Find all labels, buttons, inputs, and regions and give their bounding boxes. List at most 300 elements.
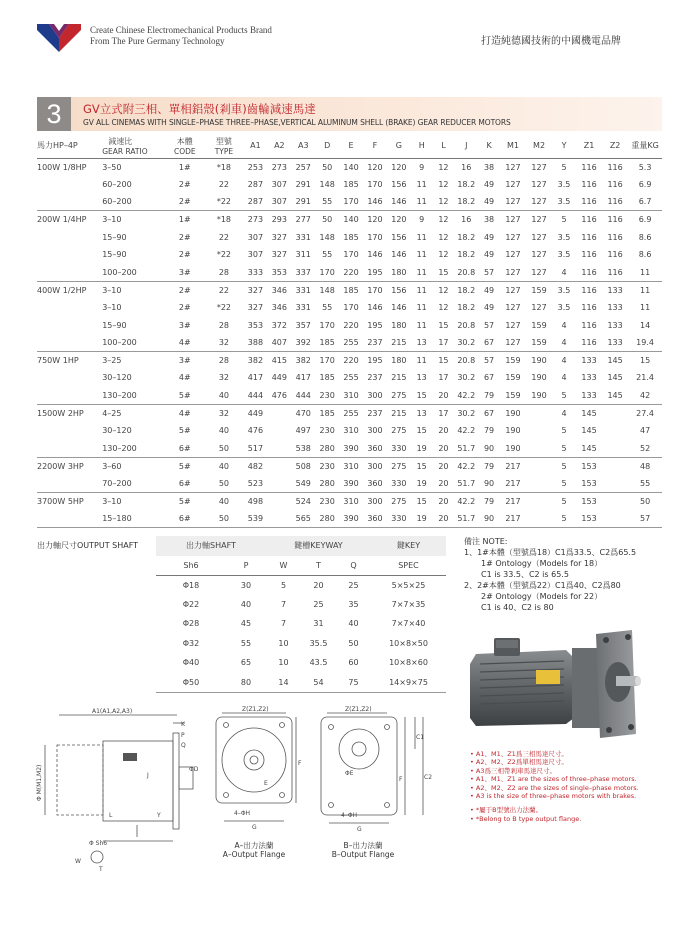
spec-row: [37, 457, 662, 475]
spec-cell: 20: [433, 492, 455, 510]
spec-cell: [37, 422, 102, 440]
section-title-cn: GV立式附三相、單相鋁殼(剎車)齒輪減速馬達: [83, 102, 316, 116]
spec-cell: 146: [391, 197, 407, 207]
spec-cell: 11: [639, 267, 651, 277]
header-dim: Z1: [576, 134, 602, 158]
spec-cell: 3–60: [102, 457, 165, 475]
shaft-cell: 7×7×35: [391, 599, 426, 609]
spec-cell: 19: [416, 443, 427, 453]
shaft-cell: Φ22: [182, 599, 200, 609]
flange-a-h: 4–ΦH: [234, 810, 251, 817]
spec-cell: 327: [271, 250, 287, 260]
spec-cell: 153: [576, 492, 602, 510]
spec-cell: 40: [218, 390, 230, 400]
spec-cell: 3700W 5HP: [37, 492, 102, 510]
shaft-sub-header: W: [266, 556, 301, 576]
spec-cell: 49: [483, 303, 495, 313]
spec-cell: 444: [295, 390, 311, 400]
shaft-sub-header-row: [156, 556, 446, 576]
header-code: [165, 134, 204, 158]
notes: [464, 536, 636, 613]
spec-cell: 237: [363, 404, 387, 422]
shaft-sub-header: Sh6: [156, 556, 226, 576]
label-l: L: [109, 812, 113, 819]
header-dim: A2: [267, 134, 291, 158]
spec-cell: 19: [411, 510, 433, 528]
spec-cell: 30–120: [102, 373, 132, 383]
spec-cell: 508: [291, 457, 315, 475]
spec-cell: 15: [411, 457, 433, 475]
spec-cell: 300: [367, 426, 383, 436]
spec-cell: 15–90: [102, 320, 127, 330]
keyway-group-header: 鍵槽KEYWAY: [266, 536, 371, 556]
spec-cell: 14: [639, 320, 651, 330]
spec-cell: 291: [295, 197, 311, 207]
spec-cell: 57: [483, 267, 495, 277]
shaft-cell: Φ18: [182, 580, 200, 590]
spec-cell: 15: [438, 320, 449, 330]
spec-row: [37, 264, 662, 282]
spec-cell: 22: [218, 232, 230, 242]
shaft-cell: 40: [240, 599, 252, 609]
spec-cell: 185: [319, 373, 335, 383]
label-t: T: [99, 866, 103, 873]
spec-row: [37, 440, 662, 458]
spec-cell: 360: [363, 510, 387, 528]
spec-cell: 3–50: [102, 162, 122, 172]
spec-cell: 5: [552, 457, 576, 475]
spec-cell: 190: [500, 404, 526, 422]
legend-line: • *Belong to B type output flange.: [470, 814, 582, 823]
spec-cell: 3#: [165, 352, 204, 370]
spec-table: [37, 134, 662, 528]
spec-cell: 148: [319, 179, 335, 189]
shaft-cell: 55: [240, 638, 252, 648]
flange-b-caption-cn: B–出力法蘭: [343, 841, 383, 850]
spec-cell: 215: [387, 404, 411, 422]
spec-cell: 50: [628, 492, 662, 510]
spec-cell: 67: [478, 404, 500, 422]
flange-a-f: F: [298, 760, 302, 767]
spec-cell: 215: [391, 373, 407, 383]
note-title: 備注 NOTE:: [464, 537, 508, 546]
spec-cell: 12: [438, 197, 449, 207]
spec-cell: 237: [367, 373, 383, 383]
spec-cell: 57: [478, 352, 500, 370]
shaft-cell: Φ28: [182, 619, 200, 629]
spec-cell: 145: [581, 426, 597, 436]
note-line: C1 is 40、C2 is 80: [481, 603, 554, 612]
shaft-cell: 75: [336, 673, 371, 693]
spec-cell: 2200W 3HP: [37, 457, 102, 475]
spec-row: [37, 228, 662, 246]
shaft-cell: 80: [226, 673, 266, 693]
header-dim: L: [433, 134, 455, 158]
spec-cell: 300: [367, 390, 383, 400]
spec-cell: 127: [505, 267, 521, 277]
spec-cell: 190: [531, 373, 547, 383]
spec-cell: 190: [531, 390, 547, 400]
spec-cell: 549: [295, 478, 311, 488]
section-title-en: GV ALL CINEMAS WITH SINGLE–PHASE THREE–PHASE,VERTICAL ALUMINUM SHELL (BRAKE) GEAR REDUCER MOTORS: [83, 118, 511, 127]
spec-cell: 21.4: [636, 373, 654, 383]
spec-cell: 42.2: [454, 457, 478, 475]
spec-cell: 3.5: [557, 179, 571, 189]
spec-cell: 217: [500, 457, 526, 475]
spec-cell: 15–180: [102, 510, 165, 528]
spec-cell: 3.5: [557, 232, 571, 242]
spec-cell: 8.6: [638, 232, 652, 242]
shaft-cell: 40: [348, 619, 359, 629]
spec-cell: [37, 387, 102, 405]
shaft-table-label: 出力軸尺寸OUTPUT SHAFT: [37, 541, 139, 550]
spec-cell: 120: [387, 211, 411, 229]
header-dim: A3: [291, 134, 315, 158]
flange-a-g: G: [252, 824, 257, 831]
spec-cell: 13: [416, 373, 427, 383]
spec-cell: 287: [247, 179, 264, 189]
spec-cell: 127: [531, 303, 547, 313]
flange-b-e: ΦE: [345, 770, 354, 777]
spec-cell: 17: [433, 404, 455, 422]
shaft-cell: 5: [280, 580, 287, 590]
spec-cell: 12: [438, 179, 449, 189]
spec-cell: 330: [391, 443, 407, 453]
spec-cell: 127: [505, 232, 521, 242]
shaft-cell: 35: [348, 599, 359, 609]
header-dim: E: [339, 134, 363, 158]
spec-cell: 127: [505, 320, 521, 330]
shaft-cell: 25: [313, 599, 324, 609]
spec-cell: [526, 492, 552, 510]
spec-cell: [37, 299, 102, 317]
spec-row: [37, 281, 662, 299]
spec-cell: [602, 475, 628, 493]
spec-row: [37, 334, 662, 352]
spec-cell: 275: [387, 492, 411, 510]
spec-cell: 3.5: [557, 197, 571, 207]
label-d: ΦD: [189, 766, 199, 773]
spec-cell: 52: [639, 443, 651, 453]
shaft-cell: Φ50: [156, 673, 226, 693]
flange-b-z: Z(Z1,Z2): [345, 706, 372, 713]
spec-cell: 116: [607, 197, 623, 207]
header-ratio-cn: 減速比: [108, 136, 133, 146]
spec-cell: 40: [204, 492, 243, 510]
spec-cell: 15: [433, 352, 455, 370]
spec-cell: 300: [363, 492, 387, 510]
spec-cell: 38: [483, 162, 495, 172]
spec-cell: 388: [247, 337, 264, 347]
spec-cell: 5: [552, 492, 576, 510]
flange-b-g: G: [357, 826, 362, 833]
spec-cell: 346: [267, 281, 291, 299]
spec-cell: 2#: [165, 281, 204, 299]
spec-cell: 3#: [178, 267, 191, 277]
spec-cell: 327: [247, 303, 264, 313]
spec-cell: 353: [271, 267, 287, 277]
spec-cell: 417: [247, 373, 264, 383]
spec-cell: 146: [367, 303, 383, 313]
shaft-cell: 7: [280, 599, 287, 609]
spec-cell: 307: [247, 250, 264, 260]
spec-cell: 50: [322, 162, 333, 172]
spec-cell: 67: [483, 337, 495, 347]
spec-cell: 159: [526, 281, 552, 299]
spec-cell: 127: [531, 232, 547, 242]
spec-cell: 390: [343, 443, 359, 453]
tagline: 打造純德國技術的中國機電品牌: [481, 36, 621, 47]
spec-cell: [37, 228, 102, 246]
header-dim: Z2: [602, 134, 628, 158]
spec-cell: *22: [216, 250, 232, 260]
spec-cell: 20: [433, 457, 455, 475]
shaft-cell: 14×9×75: [371, 673, 446, 693]
spec-cell: [267, 492, 291, 510]
spec-cell: 3.5: [557, 303, 571, 313]
shaft-cell: 54: [301, 673, 336, 693]
spec-cell: 6.7: [638, 197, 652, 207]
spec-cell: 230: [319, 426, 335, 436]
spec-cell: 11: [416, 197, 427, 207]
spec-cell: 11: [411, 281, 433, 299]
shaft-sub-header: SPEC: [371, 556, 446, 576]
spec-cell: 170: [319, 267, 335, 277]
spec-cell: 327: [271, 232, 287, 242]
spec-cell: 40: [218, 426, 230, 436]
spec-cell: 498: [243, 492, 267, 510]
flange-b-c2: C2: [424, 774, 433, 781]
spec-row: [37, 422, 662, 440]
spec-cell: 15: [416, 426, 427, 436]
spec-cell: 159: [505, 373, 521, 383]
spec-cell: 18.2: [457, 303, 476, 313]
spec-cell: 497: [295, 426, 311, 436]
spec-cell: 5: [561, 390, 567, 400]
spec-cell: 482: [243, 457, 267, 475]
spec-cell: 2#: [178, 197, 191, 207]
spec-cell: 49: [483, 250, 495, 260]
spec-cell: 17: [438, 373, 449, 383]
spec-cell: 4: [561, 320, 567, 330]
shaft-cell: 25: [348, 580, 359, 590]
spec-cell: 18.2: [457, 232, 476, 242]
spec-cell: 392: [295, 337, 311, 347]
spec-cell: 55: [322, 250, 333, 260]
spec-cell: 20: [433, 510, 455, 528]
key-group-header: 鍵KEY: [371, 536, 446, 556]
shaft-row: [156, 575, 446, 595]
spec-cell: 159: [531, 337, 547, 347]
spec-cell: 32: [218, 337, 230, 347]
spec-cell: 133: [602, 281, 628, 299]
spec-cell: 55: [322, 303, 333, 313]
section-number: 3: [37, 97, 71, 131]
spec-cell: 12: [438, 162, 449, 172]
shaft-cell: 43.5: [309, 658, 328, 668]
spec-cell: 337: [295, 267, 311, 277]
spec-cell: 307: [247, 232, 264, 242]
spec-cell: [267, 404, 291, 422]
spec-cell: 20: [438, 443, 449, 453]
spec-cell: 476: [271, 390, 287, 400]
spec-cell: 18.2: [457, 179, 476, 189]
spec-cell: 127: [531, 250, 547, 260]
spec-cell: 185: [319, 337, 335, 347]
header-dim: A1: [243, 134, 267, 158]
spec-cell: 11: [628, 281, 662, 299]
spec-cell: 5: [552, 510, 576, 528]
spec-cell: 185: [343, 232, 359, 242]
spec-cell: [267, 440, 291, 458]
header-dim: M1: [500, 134, 526, 158]
spec-cell: 133: [607, 320, 623, 330]
spec-cell: 565: [291, 510, 315, 528]
spec-cell: 400W 1/2HP: [37, 281, 102, 299]
spec-cell: 79: [483, 390, 495, 400]
shaft-row: [156, 634, 446, 654]
spec-cell: 116: [602, 211, 628, 229]
spec-cell: 57: [483, 320, 495, 330]
spec-cell: 257: [295, 162, 311, 172]
spec-cell: 170: [367, 232, 383, 242]
spec-cell: 133: [576, 352, 602, 370]
spec-cell: 6#: [178, 478, 191, 488]
spec-cell: 8.6: [638, 250, 652, 260]
spec-cell: 127: [531, 179, 547, 189]
spec-cell: 382: [291, 352, 315, 370]
spec-cell: 407: [271, 337, 287, 347]
note-line: 2、2#本體（型號爲22）C1爲40、C2爲80: [464, 581, 621, 590]
spec-cell: 470: [291, 404, 315, 422]
spec-cell: 382: [243, 352, 267, 370]
spec-cell: 12: [438, 303, 449, 313]
spec-cell: 2#: [178, 179, 191, 189]
spec-cell: 116: [576, 211, 602, 229]
spec-row: [37, 510, 662, 528]
header-dim: G: [387, 134, 411, 158]
spec-cell: 307: [271, 179, 287, 189]
spec-cell: 127: [500, 211, 526, 229]
spec-cell: 28: [218, 320, 230, 330]
spec-cell: 90: [483, 443, 495, 453]
spec-cell: *18: [204, 211, 243, 229]
spec-cell: 275: [391, 426, 407, 436]
label-w: W: [75, 858, 81, 865]
shaft-row: [156, 595, 446, 615]
shaft-cell: 30: [240, 580, 252, 590]
legend-line: • A1、M1、Z1爲三相馬達尺寸。: [470, 750, 568, 758]
brand-line-1: Create Chinese Electromechanical Products Brand: [90, 25, 272, 35]
spec-cell: 60–200: [102, 197, 132, 207]
spec-cell: 40: [204, 457, 243, 475]
spec-cell: 170: [363, 281, 387, 299]
spec-cell: [37, 316, 102, 334]
spec-cell: 310: [343, 426, 359, 436]
spec-cell: 18.2: [457, 197, 476, 207]
spec-cell: 116: [581, 162, 597, 172]
spec-cell: 170: [343, 250, 359, 260]
header-ratio: [102, 134, 165, 158]
spec-cell: 230: [315, 492, 339, 510]
shaft-cell: 10×8×60: [389, 658, 428, 668]
spec-cell: 3–10: [102, 492, 165, 510]
label-sh: Φ Sh6: [89, 840, 108, 847]
shaft-cell: 10: [278, 658, 289, 668]
spec-cell: 42.2: [457, 390, 476, 400]
spec-cell: 5: [561, 443, 567, 453]
spec-cell: 327: [243, 281, 267, 299]
spec-header-row: [37, 134, 662, 158]
spec-cell: 330: [391, 478, 407, 488]
shaft-cell: 35.5: [309, 638, 328, 648]
flange-a-z: Z(Z1,Z2): [242, 706, 269, 713]
spec-cell: 153: [576, 457, 602, 475]
header-dim: Y: [552, 134, 576, 158]
spec-cell: 30–120: [102, 426, 132, 436]
spec-cell: 310: [343, 390, 359, 400]
header-dim: D: [315, 134, 339, 158]
spec-cell: 145: [602, 352, 628, 370]
spec-cell: 3.5: [557, 250, 571, 260]
flange-b-drawing: [315, 705, 435, 845]
spec-cell: 11: [411, 352, 433, 370]
spec-row: [37, 404, 662, 422]
spec-cell: 3–25: [102, 352, 165, 370]
spec-cell: 148: [315, 281, 339, 299]
brand-logo: [37, 22, 81, 52]
spec-cell: 127: [526, 211, 552, 229]
spec-cell: 217: [500, 492, 526, 510]
spec-cell: 42.2: [454, 492, 478, 510]
spec-cell: 30.2: [454, 404, 478, 422]
spec-cell: 2#: [178, 250, 191, 260]
spec-cell: 116: [607, 179, 623, 189]
spec-cell: 79: [478, 457, 500, 475]
spec-cell: 15: [411, 492, 433, 510]
spec-cell: 127: [505, 162, 521, 172]
spec-cell: 100–200: [102, 337, 137, 347]
spec-cell: 287: [247, 197, 264, 207]
spec-cell: 2#: [178, 303, 191, 313]
spec-cell: 346: [271, 303, 287, 313]
shaft-cell: 20: [313, 580, 324, 590]
spec-cell: 20.8: [457, 320, 476, 330]
spec-cell: [526, 457, 552, 475]
shaft-row: [156, 673, 446, 693]
shaft-group-header: 出力軸SHAFT: [156, 536, 266, 556]
spec-cell: [37, 440, 102, 458]
spec-cell: 185: [343, 179, 359, 189]
spec-cell: 5: [552, 211, 576, 229]
spec-cell: 67: [483, 373, 495, 383]
spec-cell: 90: [478, 510, 500, 528]
spec-cell: 49: [483, 179, 495, 189]
header-dim: M2: [526, 134, 552, 158]
spec-cell: 6.9: [638, 179, 652, 189]
spec-cell: 11: [416, 179, 427, 189]
spec-cell: 116: [607, 267, 623, 277]
spec-cell: 30.2: [457, 373, 476, 383]
spec-row: [37, 246, 662, 264]
spec-cell: 360: [367, 478, 383, 488]
spec-cell: 20: [438, 478, 449, 488]
label-m: Φ M(M1,M2): [36, 764, 43, 801]
spec-cell: 253: [247, 162, 264, 172]
spec-cell: 79: [483, 426, 495, 436]
spec-cell: 20: [438, 426, 449, 436]
spec-cell: 127: [505, 197, 521, 207]
